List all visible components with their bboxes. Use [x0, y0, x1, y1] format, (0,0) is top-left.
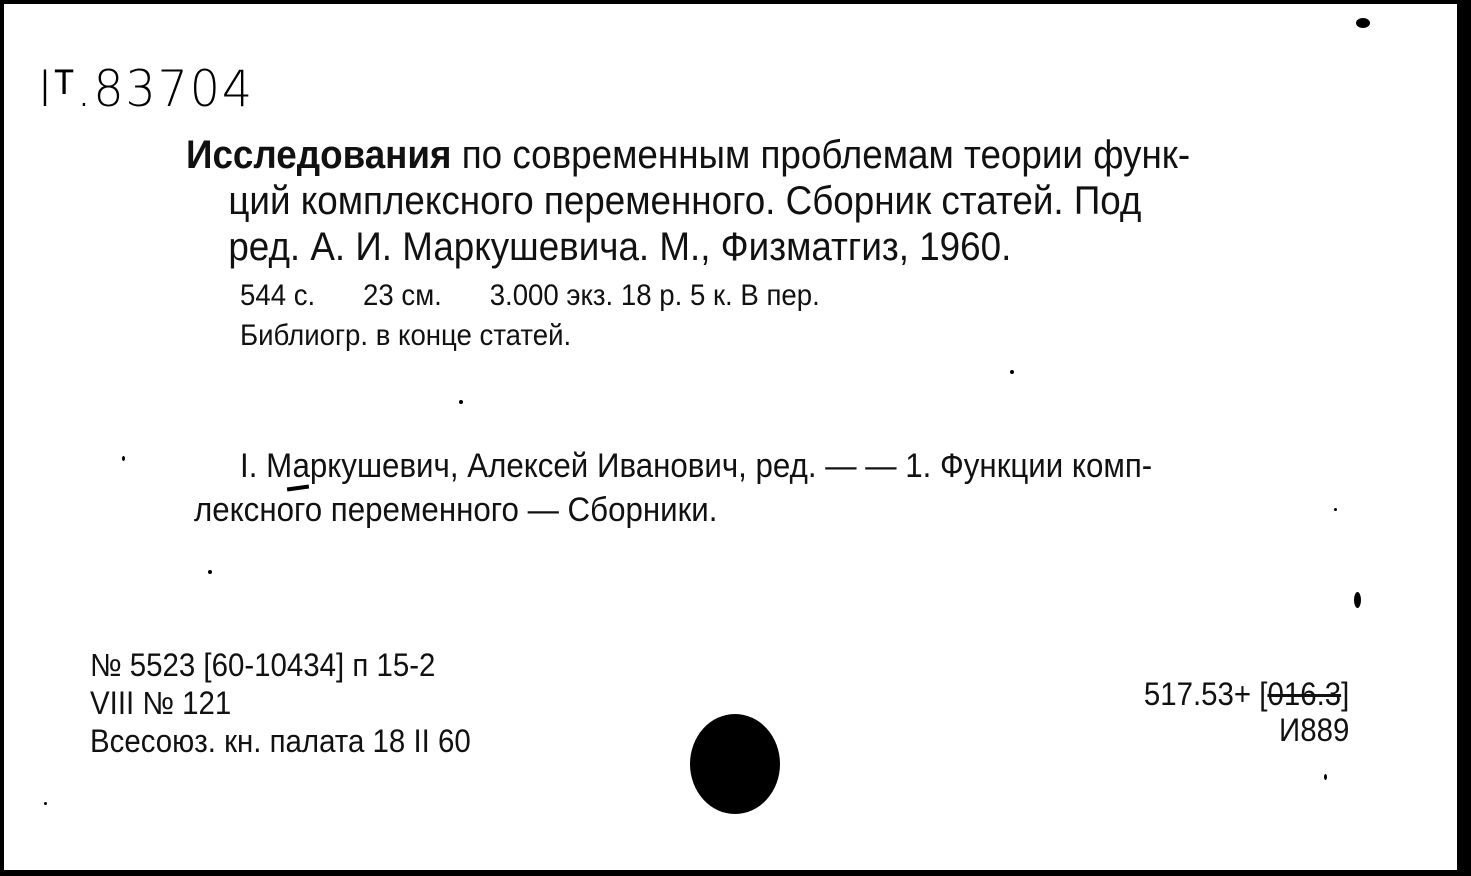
speck — [44, 802, 47, 805]
class-struck: 016.3 — [1267, 676, 1341, 712]
size: 23 см. — [363, 279, 442, 312]
handwritten-call-number: Iᵀ.83704 — [38, 60, 254, 118]
bibliography-note: Библиогр. в конце статей. — [240, 319, 572, 352]
title-line-1-rest: по современным проблемам теории функ- — [451, 133, 1191, 177]
title-line-3: ред. А. И. Маркушевича. М., Физматгиз, 1960. — [228, 225, 1012, 269]
class-prefix: 517.53+ [ — [1143, 676, 1268, 712]
footer-left-line-2: VIII № 121 — [90, 685, 232, 721]
speck — [1334, 508, 1337, 511]
speck — [459, 400, 463, 404]
class-suffix: ] — [1340, 676, 1349, 712]
title-line-1 — [186, 132, 1290, 178]
speck — [208, 570, 212, 574]
title-block — [186, 132, 1290, 270]
footer-left-line-3: Всесоюз. кн. палата 18 II 60 — [90, 723, 471, 759]
speck — [1356, 18, 1370, 28]
speck — [1324, 774, 1327, 780]
price: 18 р. 5 к. В пер. — [620, 279, 820, 312]
tracing-block — [194, 444, 1298, 532]
pages: 544 с. — [240, 279, 316, 312]
author-mark: И889 — [1278, 712, 1349, 748]
title-line-2: ций комплексного переменного. Сборник статей. Под — [228, 179, 1142, 223]
tracing-line-1: I. Маркушевич, Алексей Иванович, ред. — — 1. Функции комп- — [240, 447, 1153, 485]
tracing-line-2: лексного переменного — Сборники. — [194, 491, 718, 529]
speck — [1354, 592, 1361, 608]
footer-left — [90, 646, 471, 760]
footer-left-line-1: № 5523 [60-10434] п 15-2 — [90, 647, 436, 683]
description-line-1 — [240, 276, 820, 316]
classification-number — [1144, 676, 1349, 712]
speck — [1010, 370, 1014, 374]
speck — [122, 456, 125, 461]
footer-right — [1144, 676, 1349, 748]
physical-description — [240, 276, 820, 356]
copies: 3.000 экз. — [489, 279, 614, 312]
title-heading-word: Исследования — [186, 133, 452, 177]
punch-hole — [690, 714, 780, 814]
